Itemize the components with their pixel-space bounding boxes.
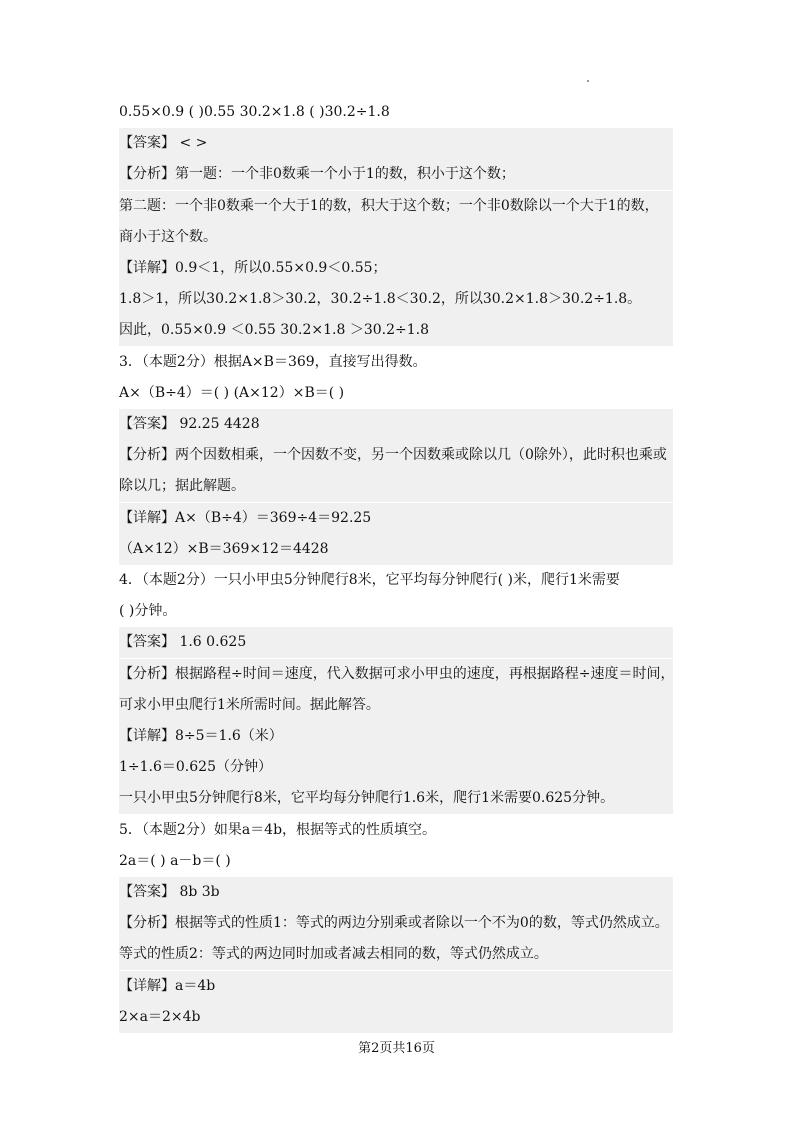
answer-4-label: 【答案】 1.6 0.625 bbox=[119, 627, 673, 658]
analysis-4-line-2: 可求小甲虫爬行1米所需时间。据此解答。 bbox=[119, 690, 673, 721]
detail-4-line-3: 一只小甲虫5分钟爬行8米，它平均每分钟爬行1.6米，爬行1米需要0.625分钟。 bbox=[119, 783, 673, 814]
analysis-5-line-1: 【分析】根据等式的性质1：等式的两边分别乘或者除以一个不为0的数，等式仍然成立。 bbox=[119, 908, 673, 939]
analysis-5-line-2: 等式的性质2：等式的两边同时加或者减去相同的数，等式仍然成立。 bbox=[119, 939, 673, 970]
question-5-title: 5．（本题2分）如果a＝4b，根据等式的性质填空。 bbox=[119, 822, 437, 838]
detail-3-line-2: （A×12）×B＝369×12＝4428 bbox=[119, 534, 673, 565]
detail-2-line-1: 【详解】0.9＜1，所以0.55×0.9＜0.55； bbox=[119, 253, 673, 284]
question-3-blanks: A×（B÷4）＝( ) (A×12）×B＝( ) bbox=[119, 385, 345, 401]
detail-5-line-1: 【详解】a＝4b bbox=[119, 971, 673, 1002]
question-5-blanks: 2a＝( ) a－b＝( ) bbox=[119, 853, 231, 869]
answer-2-label: 【答案】 < > bbox=[119, 128, 673, 159]
analysis-3-line-2: 除以几；据此解题。 bbox=[119, 471, 673, 502]
analysis-2-line-1: 【分析】第一题：一个非0数乘一个小于1的数，积小于这个数； bbox=[119, 159, 673, 190]
detail-5-line-2: 2×a＝2×4b bbox=[119, 1002, 673, 1033]
question-3-title: 3．（本题2分）根据A×B＝369，直接写出得数。 bbox=[119, 354, 427, 370]
question-2-comparison-line: 0.55×0.9 ( )0.55 30.2×1.8 ( )30.2÷1.8 bbox=[119, 104, 390, 120]
page-number-footer: 第2页共16页 bbox=[358, 1041, 435, 1056]
answer-3-label: 【答案】 92.25 4428 bbox=[119, 409, 673, 440]
analysis-2-line-2: 第二题：一个非0数乘一个大于1的数，积大于这个数；一个非0数除以一个大于1的数， bbox=[119, 191, 673, 222]
analysis-2-line-3: 商小于这个数。 bbox=[119, 222, 673, 253]
answer-5-label: 【答案】 8b 3b bbox=[119, 877, 673, 908]
detail-4-line-2: 1÷1.6＝0.625（分钟） bbox=[119, 752, 673, 783]
analysis-4-line-1: 【分析】根据路程÷时间＝速度，代入数据可求小甲虫的速度，再根据路程÷速度＝时间， bbox=[119, 659, 673, 690]
analysis-3-line-1: 【分析】两个因数相乘，一个因数不变，另一个因数乘或除以几（0除外），此时积也乘或 bbox=[119, 440, 673, 471]
detail-2-line-2: 1.8＞1，所以30.2×1.8＞30.2，30.2÷1.8＜30.2，所以30.2×1.8＞30.2÷1.8。 bbox=[119, 284, 673, 315]
scan-dot bbox=[587, 80, 589, 82]
question-4-title: 4．（本题2分）一只小甲虫5分钟爬行8米，它平均每分钟爬行( )米，爬行1米需要 bbox=[119, 572, 620, 588]
detail-3-line-1: 【详解】A×（B÷4）＝369÷4＝92.25 bbox=[119, 503, 673, 534]
detail-4-line-1: 【详解】8÷5＝1.6（米） bbox=[119, 721, 673, 752]
detail-2-line-3: 因此，0.55×0.9 ＜0.55 30.2×1.8 ＞30.2÷1.8 bbox=[119, 315, 673, 346]
question-4-line-2: ( )分钟。 bbox=[119, 603, 177, 619]
